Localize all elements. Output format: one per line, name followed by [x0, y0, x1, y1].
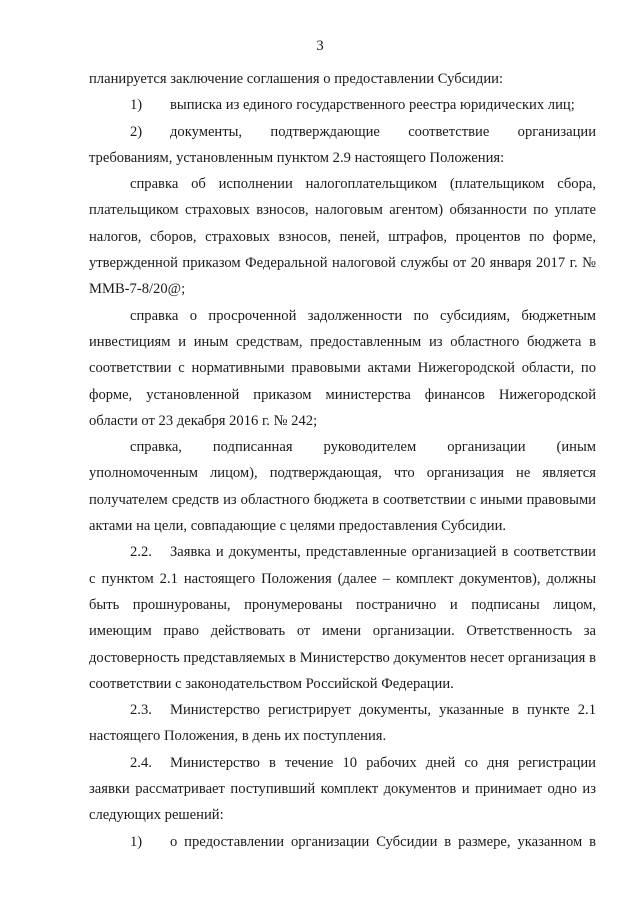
list-item-2-number: 2) [130, 123, 143, 140]
list-item-2-text: документы, подтверждающие соответствие организации требованиям, установленным пунктом 2.9 настоящего Положения: [89, 123, 596, 166]
list-item-1-text: выписка из единого государственного реестра юридических лиц; [170, 97, 575, 114]
section-2-2-number: 2.2. [130, 544, 152, 561]
paragraph-signed-certificate [89, 434, 596, 539]
paragraph-debt-certificate [89, 303, 596, 434]
section-2-2-text: Заявка и документы, представленные организацией в соответствии с пунктом 2.1 настоящего Положения (далее – комплект документов), должны быть прошнурованы, пронумерованы постранично и подписаны лицом, имеющим право действовать от имени организации. Ответственность за достоверность представляемых в Министерство документов несет организация в соответствии с законодательством Российской Федерации. [89, 544, 596, 692]
list-item-decision-1-number: 1) [130, 833, 143, 850]
paragraph-intro-text: планируется заключение соглашения о предоставлении Субсидии: [89, 71, 504, 87]
list-item-1 [89, 92, 596, 118]
document-body [89, 66, 596, 855]
paragraph-tax-certificate-text: справка об исполнении налогоплательщиком (плательщиком сбора, плательщиком страховых взносов, налоговым агентом) обязанности по уплате налогов, сборов, страховых взносов, пеней, штрафов, процентов по форме, утвержденной приказом Федеральной налоговой службы от 20 января 2017 г. № ММВ-7-8/20@; [89, 176, 596, 298]
list-item-2 [89, 119, 596, 172]
section-2-4-number: 2.4. [130, 754, 152, 771]
paragraph-signed-certificate-text: справка, подписанная руководителем организации (иным уполномоченным лицом), подтверждающая, что организация не является получателем средств из областного бюджета в соответствии с иными правовыми актами на цели, совпадающие с целями предоставления Субсидии. [89, 439, 596, 535]
page-number: 3 [316, 38, 324, 54]
section-2-2 [89, 539, 596, 697]
paragraph-intro [89, 66, 596, 92]
section-2-3-text: Министерство регистрирует документы, указанные в пункте 2.1 настоящего Положения, в день их поступления. [89, 702, 596, 745]
list-item-decision-1 [89, 829, 596, 855]
list-item-1-number: 1) [130, 97, 143, 114]
paragraph-tax-certificate [89, 171, 596, 302]
section-2-3 [89, 697, 596, 750]
section-2-4-text: Министерство в течение 10 рабочих дней со дня регистрации заявки рассматривает поступивший комплект документов и принимает одно из следующих решений: [89, 754, 596, 824]
section-2-3-number: 2.3. [130, 702, 152, 719]
list-item-decision-1-text: о предоставлении организации Субсидии в размере, указанном в [170, 833, 596, 850]
section-2-4 [89, 750, 596, 829]
paragraph-debt-certificate-text: справка о просроченной задолженности по субсидиям, бюджетным инвестициям и иным средствам, предоставленным из областного бюджета в соответствии с нормативными правовыми актами Нижегородской области, по форме, установленной приказом министерства финансов Нижегородской области от 23 декабря 2016 г. № 242; [89, 307, 596, 429]
